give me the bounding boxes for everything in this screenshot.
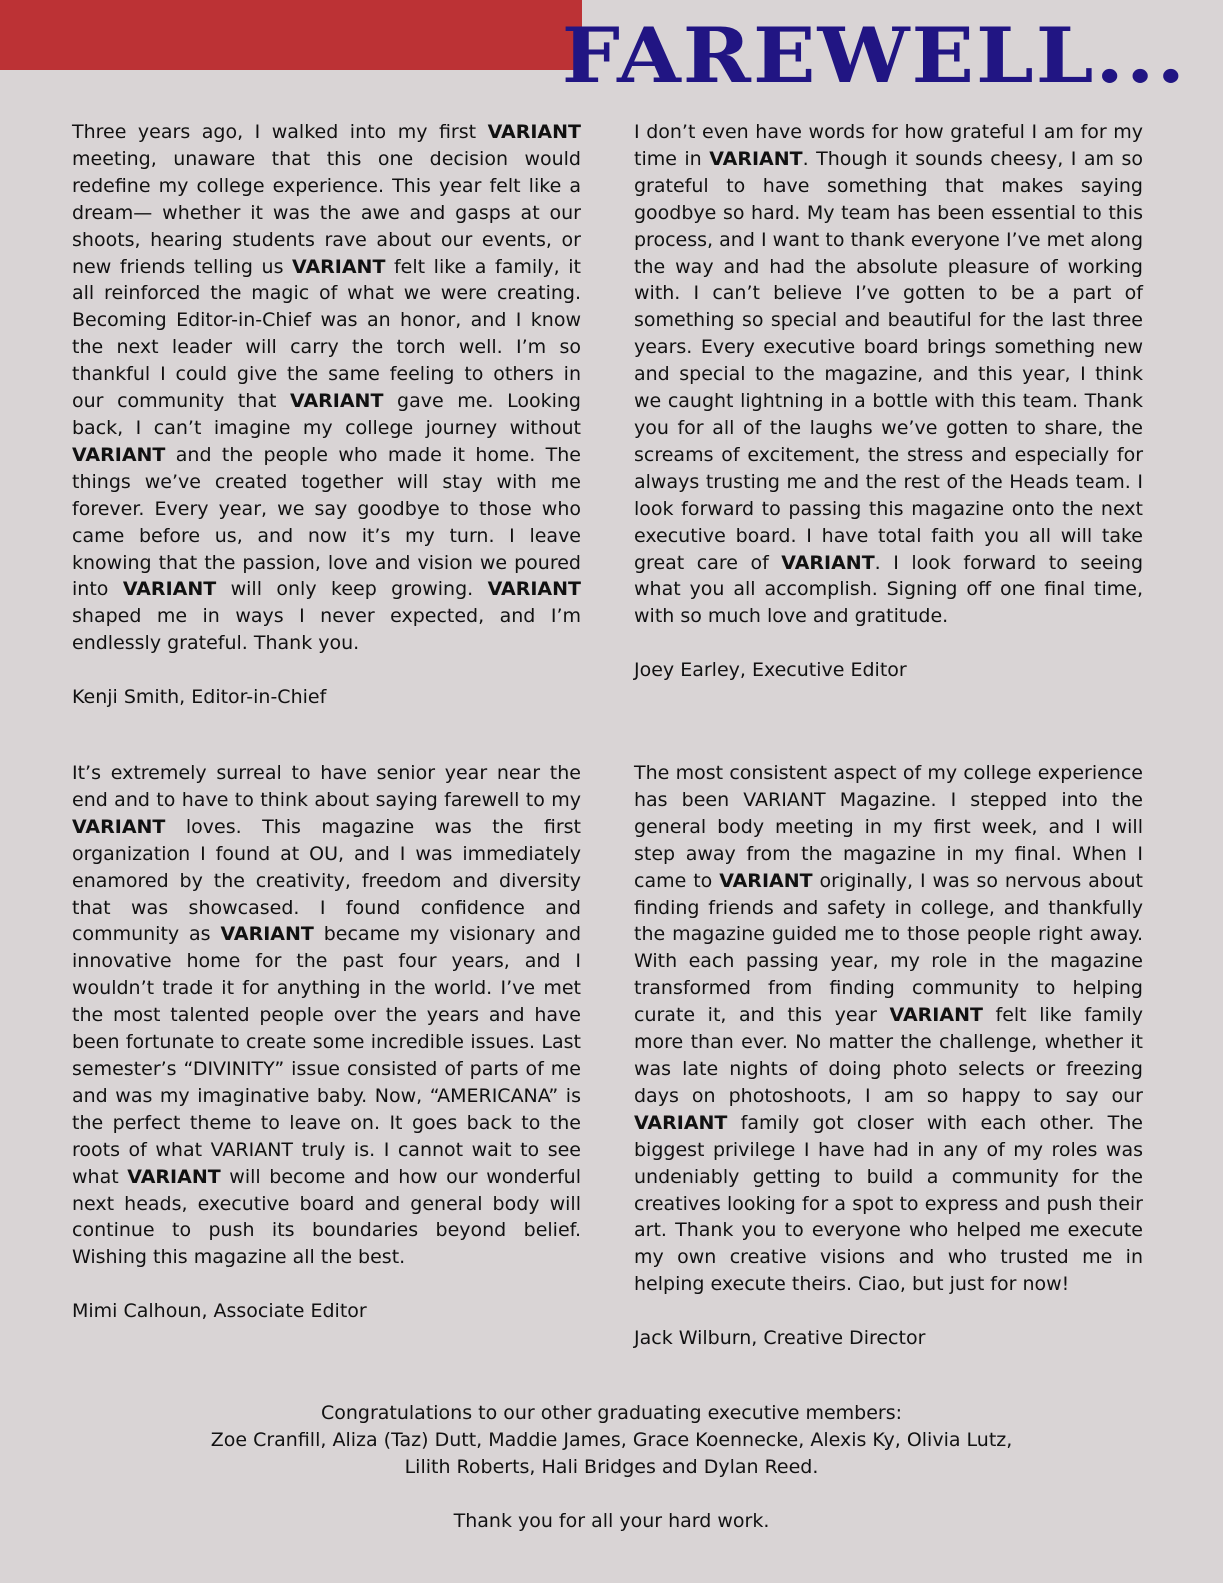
letter-body: It’s extremely surreal to have senior year near the end and to have to think about saying farewell to my VARIANT loves. This magazine was the first organization I found at OU, and I was immediately enamored by the creativity, freedom and diversity that was showcased. I found confidence and community as VARIANT became my visionary and innovative home for the past four years, and I wouldn’t trade it for anything in the world. I’ve met the most talented people over the years and have been fortunate to create some incredible issues. Last semester’s “DIVINITY” issue consisted of parts of me and was my imaginative baby. Now, “AMERICANA” is the perfect theme to leave on. It goes back to the roots of what VARIANT truly is. I cannot wait to see what VARIANT will become and how our wonderful next heads, executive board and general body will continue to push its boundaries beyond belief. Wishing this magazine all the best.	[72, 762, 582, 1269]
letter-signature: Jack Wilburn, Creative Director	[634, 1327, 926, 1350]
letter-executive-editor	[634, 119, 1143, 684]
letter-signature: Mimi Calhoun, Associate Editor	[72, 1300, 367, 1323]
letter-signature: Kenji Smith, Editor-in-Chief	[72, 686, 327, 709]
footer-line: Congratulations to our other graduating executive members:	[320, 1402, 903, 1424]
page-title: FAREWELL...	[561, 11, 1187, 101]
footer-line: Lilith Roberts, Hali Bridges and Dylan Reed.	[404, 1456, 819, 1478]
letter-body: The most consistent aspect of my college experience has been VARIANT Magazine. I stepped into the general body meeting in my first week, and I will step away from the magazine in my final. When I came to VARIANT originally, I was so nervous about finding friends and safety in college, and thankfully the magazine guided me to those people right away. With each passing year, my role in the magazine transformed from finding community to helping curate it, and this year VARIANT felt like family more than ever. No matter the challenge, whether it was late nights of doing photo selects or freezing days on photoshoots, I am so happy to say our VARIANT family got closer with each other. The biggest privilege I have had in any of my roles was undeniably getting to build a community for the creatives looking for a spot to express and push their art. Thank you to everyone who helped me execute my own creative visions and who trusted me in helping execute theirs. Ciao, but just for now!	[634, 762, 1143, 1296]
footer-thanks: Thank you for all your hard work.	[453, 1510, 770, 1532]
letter-editor-in-chief	[72, 119, 581, 711]
letter-associate-editor	[72, 760, 581, 1325]
footer-line: Zoe Cranfill, Aliza (Taz) Dutt, Maddie James, Grace Koennecke, Alexis Ky, Olivia Lutz,	[210, 1429, 1013, 1451]
red-banner-bar	[0, 0, 582, 70]
letter-creative-director	[634, 760, 1143, 1352]
letter-body: Three years ago, I walked into my first VARIANT meeting, unaware that this one decision would redefine my college experience. This year felt like a dream— whether it was the awe and gasps at our shoots, hearing students rave about our events, or new friends telling us VARIANT felt like a family, it all reinforced the magic of what we were creating. Becoming Editor-in-Chief was an honor, and I know the next leader will carry the torch well. I’m so thankful I could give the same feeling to others in our community that VARIANT gave me. Looking back, I can’t imagine my college journey without VARIANT and the people who made it home. The things we’ve created together will stay with me forever. Every year, we say goodbye to those who came before us, and now it’s my turn. I leave knowing that the passion, love and vision we poured into VARIANT will only keep growing. VARIANT shaped me in ways I never expected, and I’m endlessly grateful. Thank you.	[72, 121, 581, 655]
footer-congratulations	[0, 1400, 1223, 1535]
letter-body: I don’t even have words for how grateful I am for my time in VARIANT. Though it sounds cheesy, I am so grateful to have something that makes saying goodbye so hard. My team has been essential to this process, and I want to thank everyone I’ve met along the way and had the absolute pleasure of working with. I can’t believe I’ve gotten to be a part of something so special and beautiful for the last three years. Every executive board brings something new and special to the magazine, and this year, I think we caught lightning in a bottle with this team. Thank you for all of the laughs we’ve gotten to share, the screams of excitement, the stress and especially for always trusting me and the rest of the Heads team. I look forward to passing this magazine onto the next executive board. I have total faith you all will take great care of VARIANT. I look forward to seeing what you all accomplish. Signing off one final time, with so much love and gratitude.	[634, 121, 1144, 628]
letter-signature: Joey Earley, Executive Editor	[634, 659, 907, 682]
